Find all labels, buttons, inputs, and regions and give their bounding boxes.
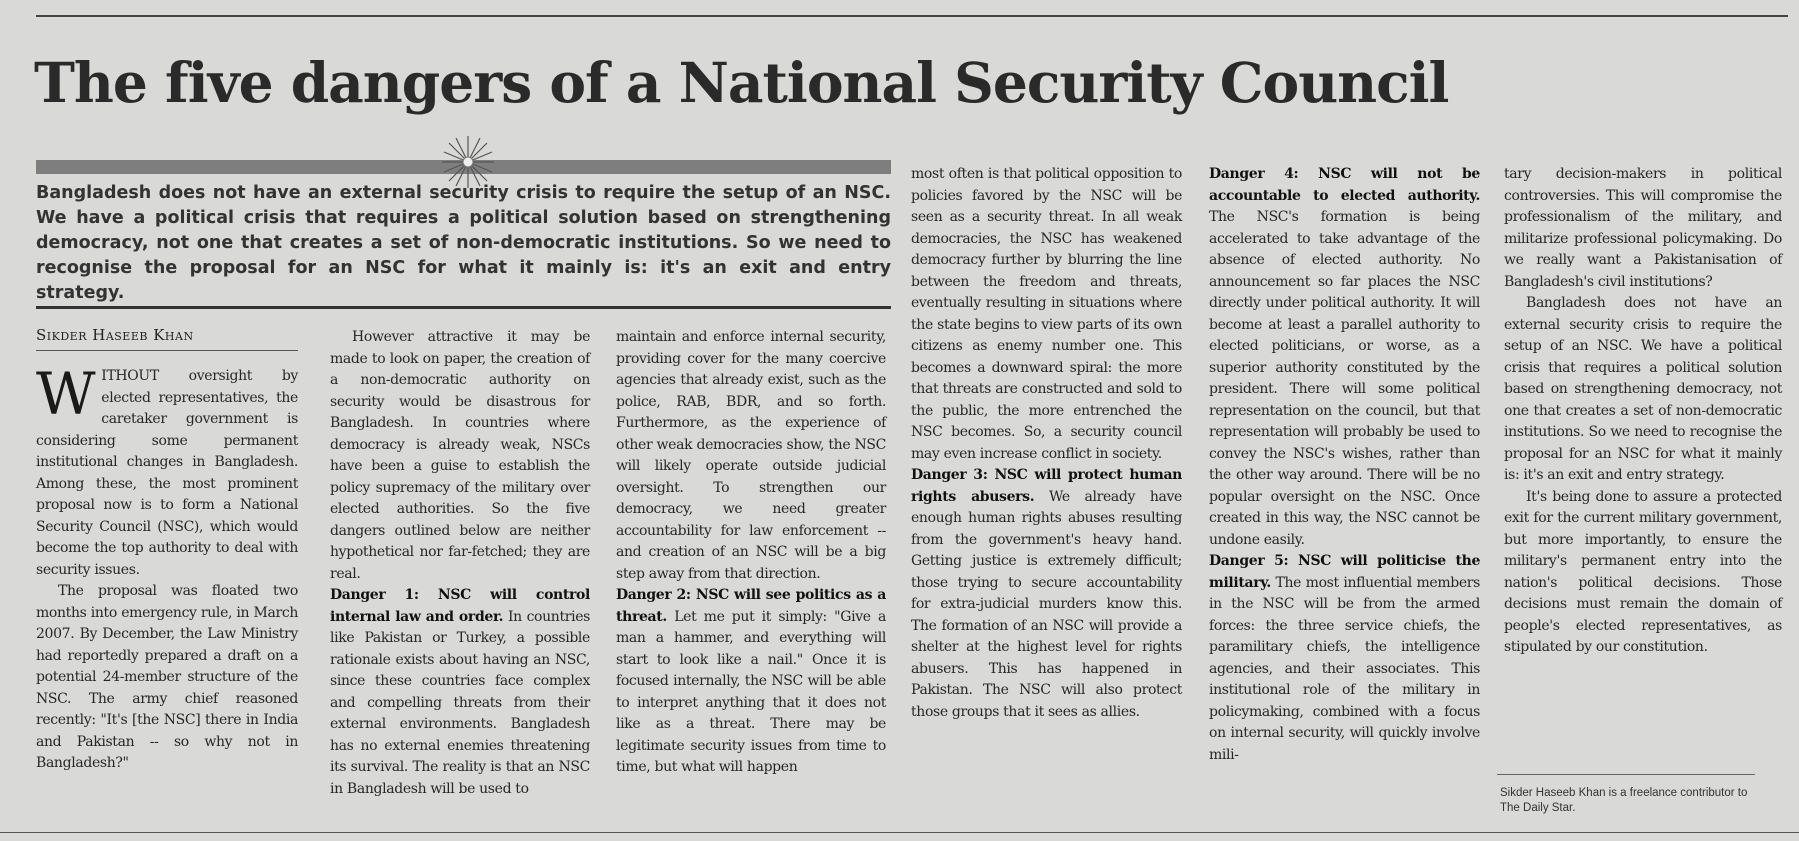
danger-2-heading: Danger 2: NSC will see politics as a threat. — [616, 587, 886, 625]
deck-rule — [36, 306, 891, 309]
deck-summary: Bangladesh does not have an external security crisis to require the setup of an NSC. We have a political crisis that requires a political solution based on strengthening democracy, not one that creates a set of non-democratic institutions. So we need to recognise the proposal for an NSC for what it mainly is: it's an exit and entry strategy. — [36, 183, 891, 303]
column-3 — [616, 327, 886, 779]
danger-1-heading: Danger 1: NSC will control internal law and order. — [330, 587, 590, 625]
danger-5-heading: Danger 5: NSC will politicise the military. — [1209, 553, 1480, 591]
paragraph — [330, 585, 590, 800]
column-6 — [1504, 164, 1782, 659]
top-rule — [36, 15, 1788, 17]
paragraph: The proposal was floated two months into emergency rule, in March 2007. By December, the Law Ministry had reportedly prepared a draft on a potential 24-member structure of the NSC. The army chief reasoned recently: "It's [the NSC] there in India and Pakistan -- so why not in Bangladesh?" — [36, 583, 298, 771]
paragraph-text: The NSC's formation is being accelerated to take advantage of the absence of elected authority. No announcement so far places the NSC directly under political authority. It will become at least a parallel authority to elected politicians, or worse, as a superior authority constituted by the president. There will some political representation on the council, but that representation will probably be used to convey the NSC's wishes, rather than the other way around. There will be no popular oversight on the NSC. Once created in this way, the NSC cannot be undone easily. — [1209, 209, 1480, 548]
column-5 — [1209, 164, 1480, 766]
paragraph-text: Let me put it simply: "Give a man a hammer, and everything will start to look like a nail." Once it is focused internally, the NSC will be able to interpret anything that it does not like as a threat. There may be legitimate security issues from time to time, but what will happen — [616, 608, 886, 775]
paragraph-text: In countries like Pakistan or Turkey, a possible rationale exists about having an NSC, since these countries face complex and compelling threats from their external environments. Bangladesh has no external enemies threatening its survival. The reality is that an NSC in Bangladesh will be used to — [330, 608, 590, 797]
paragraph-text: The most influential members in the NSC will be from the armed forces: the three service chiefs, the paramilitary chiefs, the intelligence agencies, and their associates. This institutional role of the military in policymaking, combined with a focus on internal security, will quickly involve mili- — [1209, 574, 1480, 763]
paragraph — [36, 360, 298, 581]
bottom-rule — [0, 832, 1799, 833]
byline: Sikder Haseeb Khan — [36, 326, 194, 344]
drop-cap: W — [36, 360, 96, 428]
paragraph: maintain and enforce internal security, providing cover for the many coercive agencies that already exist, such as the police, RAB, BDR, and so forth. Furthermore, as the experience of other weak democracies show, the NSC will likely operate outside judicial oversight. To strengthen our democracy, we need greater accountability for law enforcement -- and creation of an NSC will be a big step away from that direction. — [616, 329, 886, 582]
paragraph — [616, 585, 886, 779]
byline-rule — [36, 350, 298, 351]
paragraph-text: ITHOUT oversight by elected representatives, the caretaker government is considering some permanent institutional changes in Bangladesh. Among these, the most prominent proposal now is to form a National Security Council (NSC), which would become the top authority to deal with security issues. — [36, 368, 298, 578]
paragraph — [1209, 164, 1480, 551]
danger-4-heading: Danger 4: NSC will not be accountable to elected authority. — [1209, 166, 1480, 204]
paragraph: tary decision-makers in political controversies. This will compromise the professionalism of the military, and militarize professional policymaking. Do we really want a Pakistanisation of Bangladesh's civil institutions? — [1504, 166, 1782, 290]
column-4 — [911, 164, 1182, 723]
danger-3-heading: Danger 3: NSC will protect human rights abusers. — [911, 467, 1182, 505]
bio-rule — [1497, 774, 1755, 775]
column-1 — [36, 360, 298, 775]
paragraph: It's being done to assure a protected exit for the current military government, but more importantly, to ensure the military's permanent entry into the nation's political decisions. Those decisions must remain the domain of people's elected representatives, as stipulated by our constitution. — [1504, 488, 1782, 655]
paragraph — [1209, 551, 1480, 766]
author-bio: Sikder Haseeb Khan is a freelance contributor to The Daily Star. — [1500, 787, 1748, 814]
paragraph: However attractive it may be made to look on paper, the creation of a non-democratic authority on security would be disastrous for Bangladesh. In countries where democracy is already weak, NSCs have been a guise to establish the policy supremacy of the military over elected authorities. So the five dangers outlined below are neither hypothetical nor far-fetched; they are real. — [330, 329, 590, 582]
paragraph-text: We already have enough human rights abuses resulting from the government's heavy hand. Getting justice is extremely difficult; those trying to secure accountability for extra-judicial murders know this. The formation of an NSC will provide a shelter at the highest level for rights abusers. This has happened in Pakistan. The NSC will also protect those groups that it sees as allies. — [911, 488, 1182, 720]
paragraph: Bangladesh does not have an external security crisis to require the setup of an NSC. We have a political crisis that requires a political solution based on strengthening democracy, not one that creates a set of non-democratic institutions. So we need to recognise the proposal for an NSC for what it mainly is: it's an exit and entry strategy. — [1504, 295, 1782, 483]
headline: The five dangers of a National Security Council — [34, 50, 1449, 115]
paragraph: most often is that political opposition to policies favored by the NSC will be seen as a security threat. In all weak democracies, the NSC has weakened democracy further by blurring the line between the freedom and threats, eventually resulting in situations where the state begins to view parts of its own citizens as enemy number one. This becomes a downward spiral: the more that threats are constructed and sold to the public, the more entrenched the NSC becomes. So, a security council may even increase conflict in society. — [911, 166, 1182, 462]
paragraph — [911, 465, 1182, 723]
column-2 — [330, 327, 590, 800]
